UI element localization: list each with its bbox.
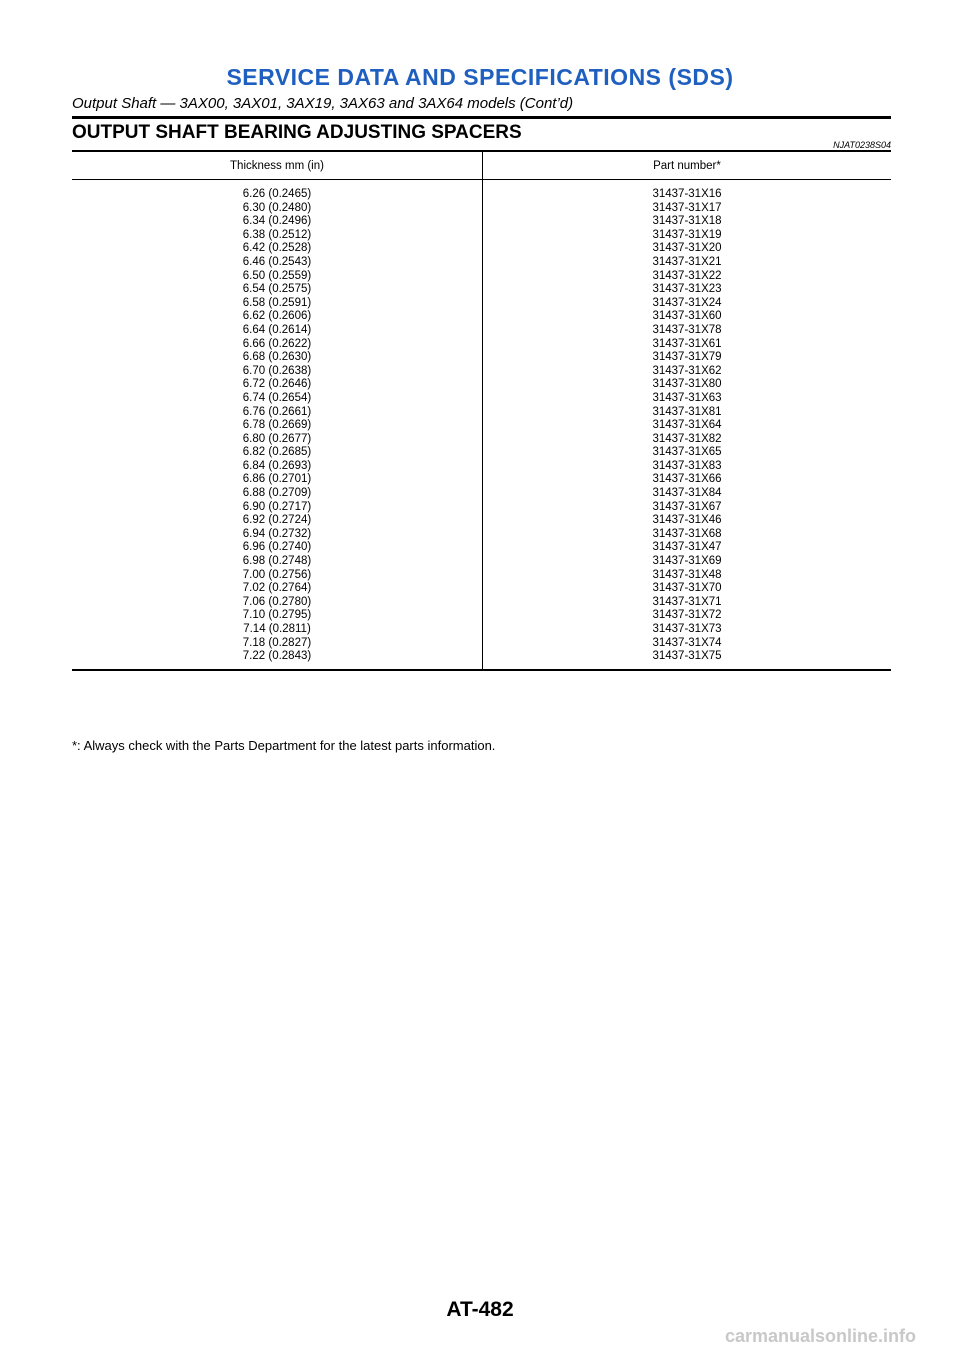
thickness-value: 6.96 (0.2740) (242, 541, 312, 554)
part-number-value: 31437-31X17 (652, 201, 722, 214)
thickness-value: 6.70 (0.2638) (242, 364, 312, 377)
spacer-spec-table (72, 152, 891, 671)
thickness-value: 6.74 (0.2654) (242, 391, 312, 404)
part-number-value: 31437-31X64 (652, 419, 722, 432)
watermark: carmanualsonline.info (724, 1326, 916, 1346)
thickness-value: 6.86 (0.2701) (242, 473, 312, 486)
thickness-value: 6.88 (0.2709) (242, 487, 312, 500)
thickness-value: 6.80 (0.2677) (242, 432, 312, 445)
thickness-value: 6.94 (0.2732) (242, 527, 312, 540)
thickness-value: 7.14 (0.2811) (243, 623, 311, 635)
table-row (72, 180, 891, 670)
thickness-value: 7.00 (0.2756) (242, 568, 312, 581)
thickness-value: 7.06 (0.2780) (242, 595, 312, 608)
part-number-value: 31437-31X18 (652, 215, 722, 228)
part-number-value: 31437-31X21 (652, 255, 722, 268)
part-number-value: 31437-31X66 (652, 473, 722, 486)
page-header-title: SERVICE DATA AND SPECIFICATIONS (SDS) (226, 64, 734, 90)
part-number-value: 31437-31X24 (652, 296, 722, 309)
thickness-value: 6.64 (0.2614) (242, 323, 312, 336)
thickness-value: 6.46 (0.2543) (242, 255, 312, 268)
thickness-value: 6.38 (0.2512) (242, 228, 312, 241)
thickness-value: 6.78 (0.2669) (242, 419, 312, 432)
thickness-value: 6.62 (0.2606) (242, 310, 312, 323)
footnote: *: Always check with the Parts Department for the latest parts information. (72, 738, 496, 753)
thickness-value: 7.10 (0.2795) (242, 609, 312, 622)
thickness-value: 6.76 (0.2661) (242, 405, 312, 418)
part-number-value: 31437-31X67 (652, 500, 722, 513)
part-number-value: 31437-31X78 (652, 323, 722, 336)
thickness-value: 6.84 (0.2693) (242, 459, 312, 472)
part-number-value: 31437-31X60 (652, 310, 722, 323)
section-title: OUTPUT SHAFT BEARING ADJUSTING SPACERS (72, 122, 522, 143)
part-number-value: 31437-31X65 (652, 446, 722, 459)
part-number-value: 31437-31X75 (652, 650, 722, 663)
thickness-value: 6.98 (0.2748) (242, 555, 312, 568)
thickness-value: 6.72 (0.2646) (242, 378, 312, 391)
thickness-value: 6.58 (0.2591) (242, 296, 312, 309)
part-number-value: 31437-31X19 (652, 228, 722, 241)
thickness-value: 6.90 (0.2717) (242, 500, 312, 513)
part-number-value: 31437-31X16 (652, 188, 722, 200)
thickness-value: 6.92 (0.2724) (242, 514, 312, 527)
table-header-row (72, 152, 891, 180)
part-number-value: 31437-31X81 (652, 405, 722, 418)
part-number-value: 31437-31X46 (652, 514, 722, 527)
part-number-value: 31437-31X61 (652, 337, 722, 350)
thickness-value: 6.34 (0.2496) (242, 215, 312, 228)
part-number-value: 31437-31X20 (652, 242, 722, 255)
part-number-value: 31437-31X23 (652, 283, 722, 296)
part-number-value: 31437-31X70 (652, 582, 722, 595)
part-number-value: 31437-31X80 (652, 378, 722, 391)
thickness-value: 7.22 (0.2843) (242, 650, 312, 663)
part-number-value: 31437-31X74 (652, 636, 722, 649)
part-number-value: 31437-31X73 (652, 623, 722, 635)
part-number-value: 31437-31X22 (652, 269, 722, 282)
header-rule (72, 116, 891, 119)
thickness-column (72, 180, 483, 670)
thickness-value: 6.42 (0.2528) (242, 242, 312, 255)
page-header-subtitle: Output Shaft — 3AX00, 3AX01, 3AX19, 3AX63 and 3AX64 models (Cont’d) (72, 95, 574, 112)
part-number-value: 31437-31X69 (652, 555, 722, 568)
part-number-value: 31437-31X72 (652, 609, 722, 622)
part-number-value: 31437-31X71 (652, 595, 722, 608)
part-number-value: 31437-31X63 (652, 391, 722, 404)
part-number-value: 31437-31X48 (652, 568, 722, 581)
part-number-column (483, 180, 892, 670)
thickness-value: 6.50 (0.2559) (242, 269, 312, 282)
thickness-value: 6.26 (0.2465) (242, 188, 312, 200)
part-number-value: 31437-31X62 (652, 364, 722, 377)
column-header-part-number: Part number* (483, 152, 892, 180)
column-header-thickness: Thickness mm (in) (72, 152, 483, 180)
thickness-value: 7.18 (0.2827) (242, 636, 312, 649)
thickness-value: 7.02 (0.2764) (242, 582, 312, 595)
part-number-value: 31437-31X79 (652, 351, 722, 364)
part-number-value: 31437-31X47 (652, 541, 722, 554)
thickness-value: 6.54 (0.2575) (242, 283, 312, 296)
part-number-value: 31437-31X84 (652, 487, 722, 500)
thickness-value: 6.66 (0.2622) (242, 337, 312, 350)
page-number: AT-482 (446, 1298, 514, 1321)
thickness-value: 6.68 (0.2630) (242, 351, 312, 364)
part-number-value: 31437-31X82 (652, 432, 722, 445)
thickness-value: 6.82 (0.2685) (242, 446, 312, 459)
part-number-value: 31437-31X68 (652, 527, 722, 540)
section-code: NJAT0238S04 (833, 140, 891, 150)
thickness-value: 6.30 (0.2480) (242, 201, 312, 214)
part-number-value: 31437-31X83 (652, 459, 722, 472)
